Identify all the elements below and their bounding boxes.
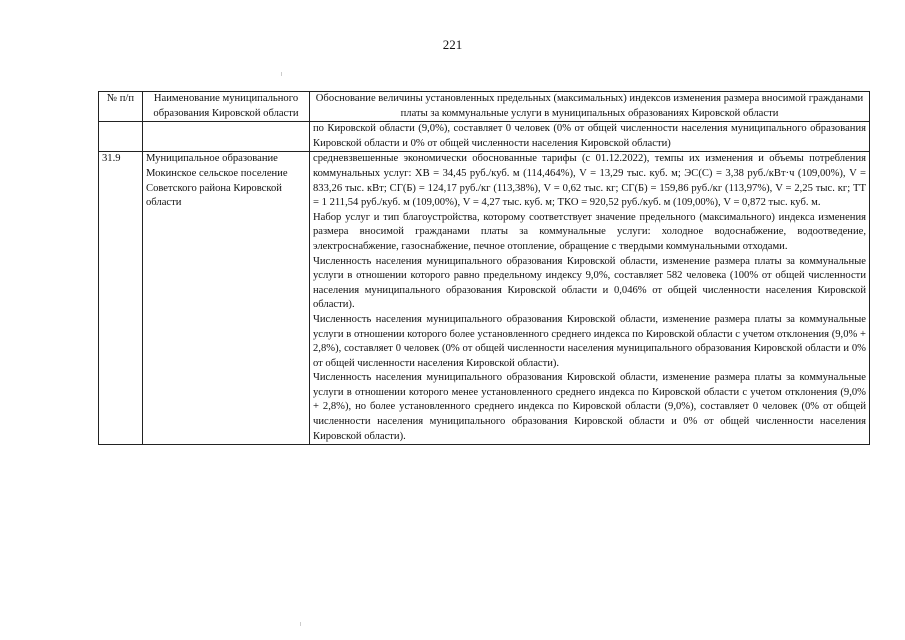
scan-mark — [300, 622, 301, 626]
row-number: 31.9 — [99, 152, 143, 445]
scan-mark — [281, 72, 282, 76]
header-number: № п/п — [99, 92, 143, 122]
continuation-text: по Кировской области (9,0%), составляет 0 человек (0% от общей численности населения муниципального образования Кировской области и 0% от общей численности населения Кировской области) — [310, 122, 870, 152]
justification-paragraph-services: Набор услуг и тип благоустройства, которому соответствует значение предельного (максимального) индекса изменения размера вносимой гражданами платы за коммунальные услуги: холодное водоснабжение, водоотведение, электроснабжение, газоснабжение, печное отопление, обращение с твердыми коммунальными отходами. — [313, 211, 866, 252]
continuation-municipality-cell — [143, 122, 310, 152]
justification-paragraph-tariffs: средневзвешенные экономически обоснованные тарифы (с 01.12.2022), темпы их изменения и объемы потребления коммунальных услуг: ХВ = 34,45 руб./куб. м (114,464%), V = 13,29 тыс. куб. м; ЭС(С) = 3,38 руб./кВт·ч (109,00%), V = 833,26 тыс. кВт; СГ(Б) = 124,17 руб./кг (113,38%), V = 0,62 тыс. кг; СГ(Б) = 159,86 руб./кг (113,97%), V = 2,25 тыс. кг; ТТ = 1 211,54 руб./куб. м (109,00%), V = 4,27 тыс. куб. м; ТКО = 920,52 руб./куб. м (109,00%), V = 0,872 тыс. куб. м. — [313, 153, 866, 209]
justification-paragraph-equal-index: Численность населения муниципального образования Кировской области, изменение размера платы за коммунальные услуги в отношении которого равно предельному индексу 9,0%, составляет 582 человека (100% от общей численности населения муниципального образования Кировской области и 0,046% от общей численности населения Кировской области). — [313, 255, 866, 311]
header-municipality: Наименование муниципального образования Кировской области — [143, 92, 310, 122]
table-header-row — [99, 92, 870, 122]
continuation-row — [99, 122, 870, 152]
page-number: 221 — [442, 37, 463, 52]
justification-paragraph-between-index: Численность населения муниципального образования Кировской области, изменение размера платы за коммунальные услуги в отношении которого менее установленного среднего индекса по Кировской области с учетом отклонения (9,0% + 2,8%), но более установленного среднего индекса по Кировской области (9,0%), составляет 0 человек (0% от общей численности населения муниципального образования Кировской области и 0% от общей численности населения Кировской области). — [313, 372, 866, 442]
continuation-number-cell — [99, 122, 143, 152]
table-row — [99, 152, 870, 445]
tariff-index-table — [98, 91, 870, 445]
justification-paragraph-above-index: Численность населения муниципального образования Кировской области, изменение размера платы за коммунальные услуги в отношении которого более установленного среднего индекса по Кировской области с учетом отклонения (9,0% + 2,8%), составляет 0 человек (0% от общей численности населения муниципального образования Кировской области и 0% от общей численности населения Кировской области). — [313, 313, 866, 369]
row-justification — [310, 152, 870, 445]
row-municipality: Муниципальное образование Мокинское сельское поселение Советского района Кировской области — [143, 152, 310, 445]
header-justification: Обоснование величины установленных предельных (максимальных) индексов изменения размера вносимой гражданами платы за коммунальные услуги в муниципальных образованиях Кировской области — [310, 92, 870, 122]
